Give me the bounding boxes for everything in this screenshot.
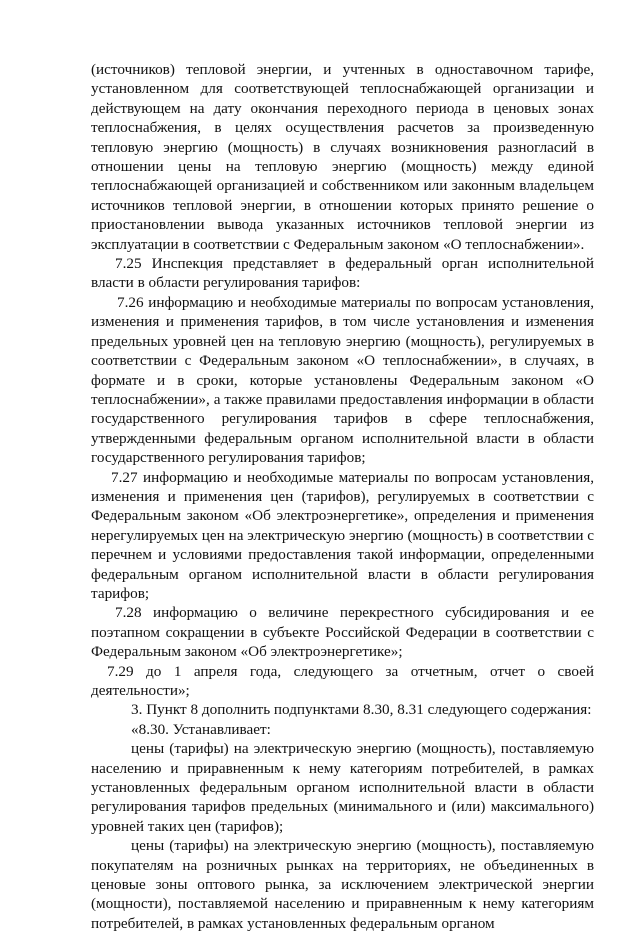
paragraph-7-28: 7.28 информацию о величине перекрестного субсидирования и ее поэтапном сокращении в субъекте Российской Федерации в соответствии с Федеральным законом «Об электроэнергетике»;: [91, 604, 594, 661]
document-body: [91, 60, 594, 933]
paragraph-8-30-heading: «8.30. Устанавливает:: [131, 720, 271, 738]
paragraph-7-29: 7.29 до 1 апреля года, следующего за отчетным, отчет о своей деятельности»;: [91, 662, 594, 699]
paragraph-7-25: 7.25 Инспекция представляет в федеральный орган исполнительной власти в области регулирования тарифов:: [91, 255, 594, 292]
paragraph-heat-sources: (источников) тепловой энергии, и учтенных в одноставочном тарифе, установленном для соответствующей теплоснабжающей организации и действующем на дату окончания переходного периода в ценовых зонах теплоснабжения, в целях осуществления расчетов за произведенную тепловую энергию (мощность) в случаях возникновения разногласий в отношении цены на тепловую энергию (мощность) между единой теплоснабжающей организацией и собственником или законным владельцем источников тепловой энергии, в отношении которых принято решение о приостановлении вывода указанных источников тепловой энергии из эксплуатации в соответствии с Федеральным законом «О теплоснабжении».: [91, 61, 594, 253]
paragraph-prices-population: цены (тарифы) на электрическую энергию (мощность), поставляемую населению и приравненным к нему категориям потребителей, в рамках установленных федеральным органом исполнительной власти в области регулирования тарифов предельных (минимального и (или) максимального) уровней таких цен (тарифов);: [91, 740, 594, 835]
paragraph-7-27: 7.27 информацию и необходимые материалы по вопросам установления, изменения и применения цен (тарифов), регулируемых в соответствии с Федеральным законом «Об электроэнергетике», определения и применения нерегулируемых цен на электрическую энергию (мощность) в соответствии с перечнем и условиями предоставления такой информации, определенными федеральным органом исполнительной власти в области регулирования тарифов;: [91, 468, 594, 602]
paragraph-7-26: 7.26 информацию и необходимые материалы по вопросам установления, изменения и применения тарифов, в том числе установления и изменения предельных уровней цен на тепловую энергию (мощность), регулируемых в соответствии с Федеральным законом «О теплоснабжении», в случаях, в формате и в сроки, которые установлены Федеральным законом «О теплоснабжении», а также правилами предоставления информации в области государственного регулирования тарифов в сфере теплоснабжения, утвержденными федеральным органом исполнительной власти в области государственного регулирования тарифов;: [91, 293, 594, 467]
paragraph-item-3: 3. Пункт 8 дополнить подпунктами 8.30, 8.31 следующего содержания:: [131, 701, 592, 719]
paragraph-prices-retail: цены (тарифы) на электрическую энергию (мощность), поставляемую покупателям на розничных рынках на территориях, не объединенных в ценовые зоны оптового рынка, за исключением электрической энергии (мощности), поставляемой населению и приравненным к нему категориям потребителей, в рамках установленных федеральным органом: [91, 837, 594, 932]
